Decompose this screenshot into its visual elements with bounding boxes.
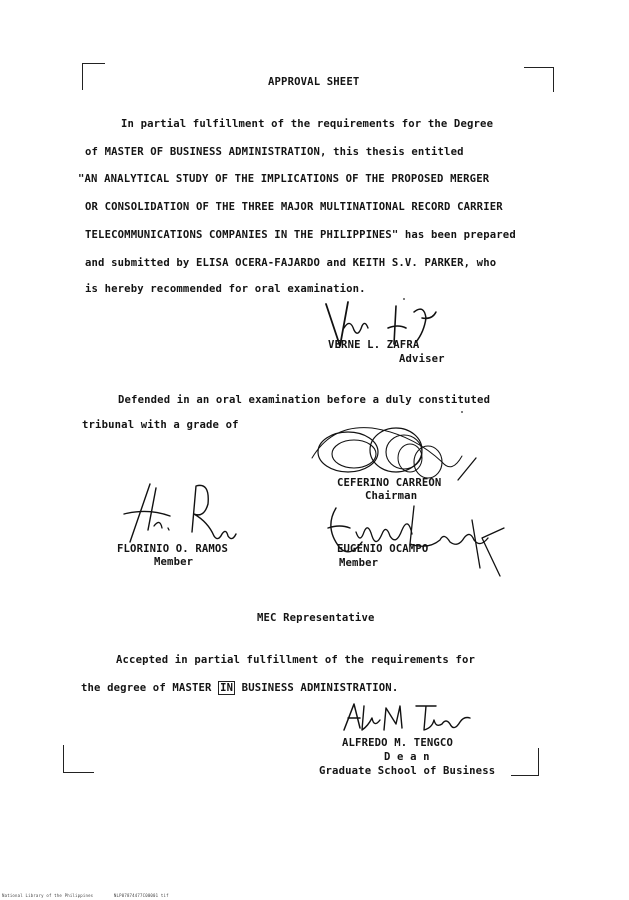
- acceptance-text-before: the degree of MASTER: [81, 682, 219, 694]
- intro-line-4: OR CONSOLIDATION OF THE THREE MAJOR MULTINATIONAL RECORD CARRIER: [85, 201, 503, 213]
- ocampo-signature: [322, 498, 508, 582]
- intro-line-1: In partial fulfillment of the requirements for the Degree: [121, 118, 494, 130]
- mec-representative-label: MEC Representative: [257, 612, 375, 624]
- adviser-name: VERNE L. ZAFRA: [328, 339, 420, 351]
- acceptance-text-after: BUSINESS ADMINISTRATION.: [235, 682, 399, 694]
- bottom-left-bracket: [63, 745, 94, 773]
- ocampo-role: Member: [339, 557, 379, 569]
- ocampo-name: EUGENIO OCAMPO: [337, 543, 429, 555]
- top-left-bracket: [82, 63, 105, 90]
- dean-signature: [340, 700, 470, 736]
- ramos-signature: [110, 480, 250, 550]
- bottom-right-bracket: [511, 748, 539, 776]
- speck: [461, 411, 463, 413]
- intro-line-7: is hereby recommended for oral examination.: [85, 283, 366, 295]
- intro-line-2: of MASTER OF BUSINESS ADMINISTRATION, this thesis entitled: [85, 146, 464, 158]
- dean-name: ALFREDO M. TENGCO: [342, 737, 453, 749]
- chairman-role: Chairman: [365, 490, 418, 502]
- intro-line-6: and submitted by ELISA OCERA-FAJARDO and KEITH S.V. PARKER, who: [85, 257, 497, 269]
- scan-footer: [2, 893, 187, 898]
- acceptance-line-2: [81, 682, 398, 694]
- ramos-role: Member: [154, 556, 194, 568]
- top-right-bracket: [524, 67, 554, 92]
- acceptance-boxed-word: IN: [220, 682, 234, 694]
- dean-title: D e a n: [384, 751, 430, 763]
- defense-line-2: tribunal with a grade of: [82, 419, 239, 431]
- speck: [403, 298, 405, 300]
- adviser-role: Adviser: [399, 353, 445, 365]
- acceptance-line-1: Accepted in partial fulfillment of the requirements for: [116, 654, 476, 666]
- footer-file-id: NLP07874477C00001 tif: [113, 893, 169, 898]
- chairman-name: CEFERINO CARREON: [337, 477, 442, 489]
- intro-line-5: TELECOMMUNICATIONS COMPANIES IN THE PHILIPPINES" has been prepared: [85, 229, 516, 241]
- ramos-name: FLORINIO O. RAMOS: [117, 543, 228, 555]
- page-title: APPROVAL SHEET: [268, 76, 360, 88]
- graduate-school: Graduate School of Business: [319, 765, 496, 777]
- defense-line-1: Defended in an oral examination before a duly constituted: [118, 394, 491, 406]
- footer-library: National Library of the Philippines: [2, 893, 94, 898]
- intro-line-3: "AN ANALYTICAL STUDY OF THE IMPLICATIONS OF THE PROPOSED MERGER: [78, 173, 490, 185]
